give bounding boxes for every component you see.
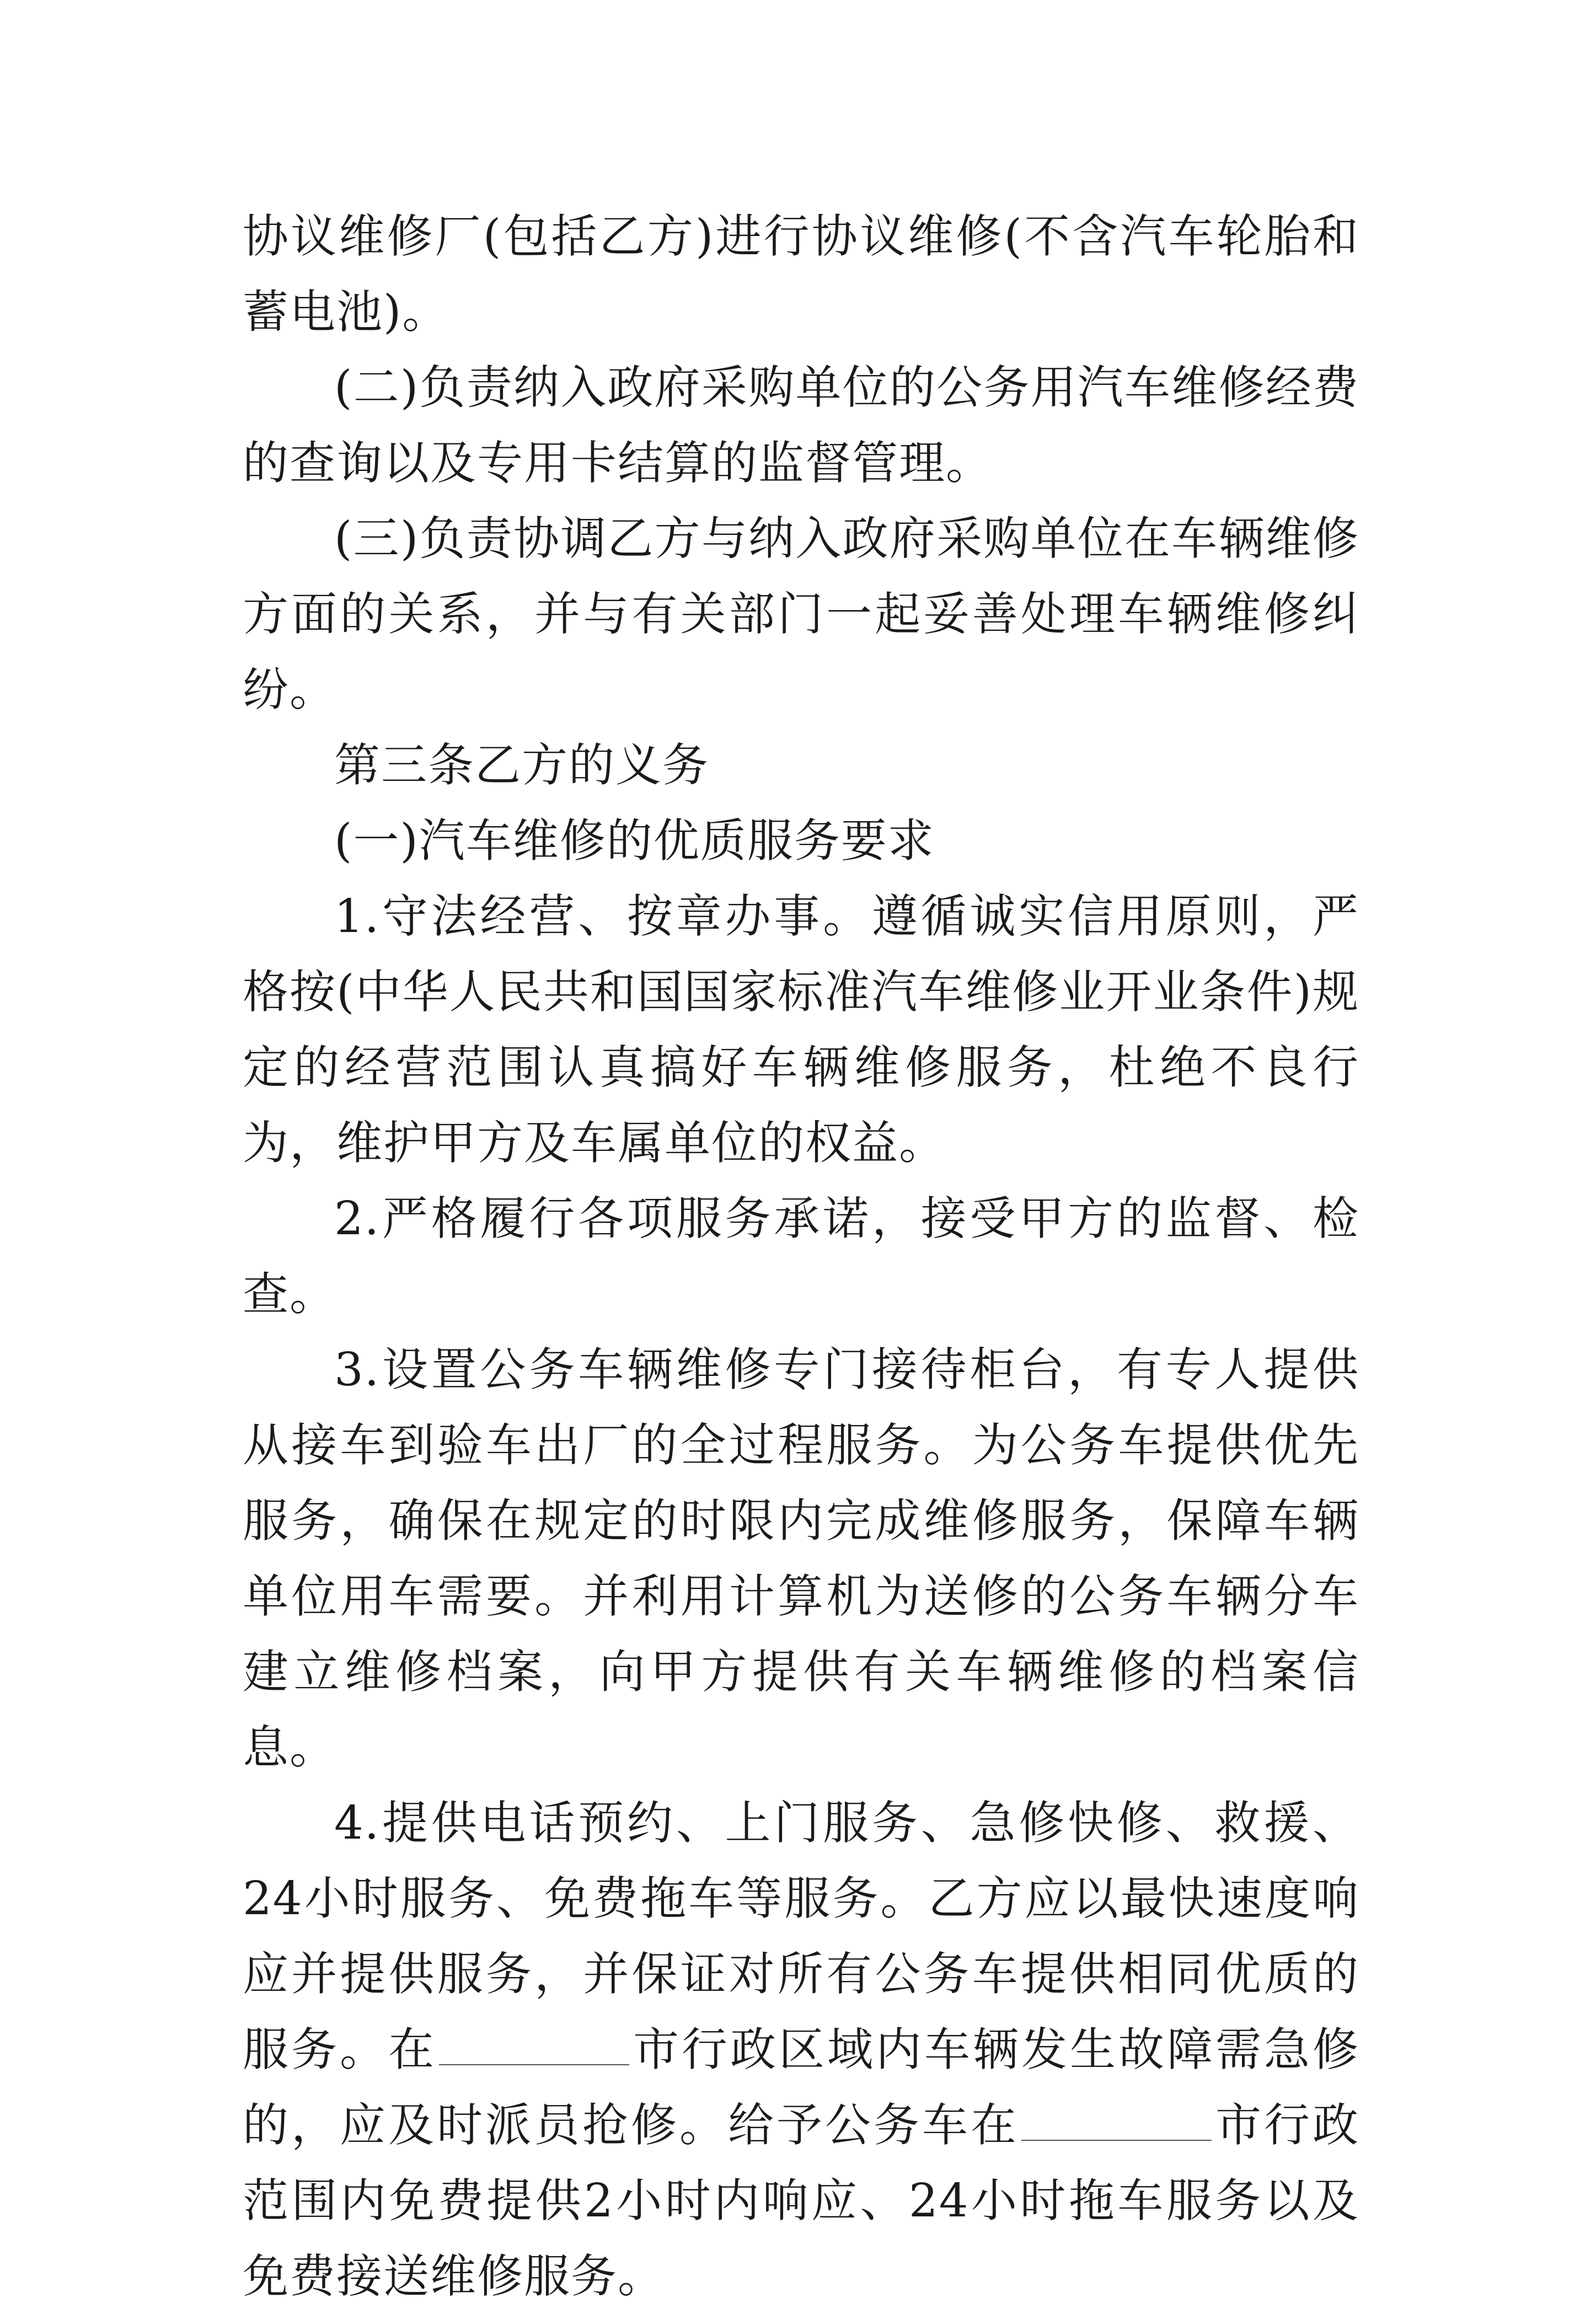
clause-4-text-part1: 4.提供电话预约、上门服务、急修快修、救援、24小时服务、免费拖车等服务。乙方应以最快速度响应并提供服务，并保证对所有公务车提供相同优质的服务。在 bbox=[243, 1796, 1359, 2076]
paragraph-clause-2: 2.严格履行各项服务承诺，接受甲方的监督、检查。 bbox=[243, 1192, 1359, 1321]
city-blank-line[interactable] bbox=[439, 2021, 629, 2065]
document-body bbox=[243, 199, 1359, 2314]
section-heading-article-three: 第三条乙方的义务 bbox=[334, 738, 709, 792]
paragraph-continuation: 协议维修厂(包括乙方)进行协议维修(不含汽车轮胎和蓄电池)。 bbox=[243, 210, 1359, 339]
paragraph-clause-3: 3.设置公务车辆维修专门接待柜台，有专人提供从接车到验车出厂的全过程服务。为公务车提供优先服务，确保在规定的时限内完成维修服务，保障车辆单位用车需要。并利用计算机为送修的公务车辆分车建立维修档案，向甲方提供有关车辆维修的档案信息。 bbox=[243, 1343, 1359, 1774]
subsection-heading-service-requirements: (一)汽车维修的优质服务要求 bbox=[334, 814, 935, 867]
paragraph-item-two: (二)负责纳入政府采购单位的公务用汽车维修经费的查询以及专用卡结算的监督管理。 bbox=[243, 361, 1359, 490]
paragraph-clause-4 bbox=[243, 1785, 1359, 2314]
clause-4-text-part3: 市行政范围内免费提供2小时内响应、24小时拖车服务以及免费接送维修服务。 bbox=[243, 2098, 1359, 2303]
clause-4-text-part2: 市行政区域内车辆发生故障需急修的，应及时派员抢修。给予公务车在 bbox=[243, 2023, 1359, 2152]
paragraph-item-three: (三)负责协调乙方与纳入政府采购单位在车辆维修方面的关系，并与有关部门一起妥善处理车辆维修纠纷。 bbox=[243, 512, 1359, 716]
city-blank-line[interactable] bbox=[1021, 2096, 1212, 2141]
paragraph-clause-1: 1.守法经营、按章办事。遵循诚实信用原则，严格按(中华人民共和国国家标准汽车维修业开业条件)规定的经营范围认真搞好车辆维修服务，杜绝不良行为，维护甲方及车属单位的权益。 bbox=[243, 890, 1359, 1170]
